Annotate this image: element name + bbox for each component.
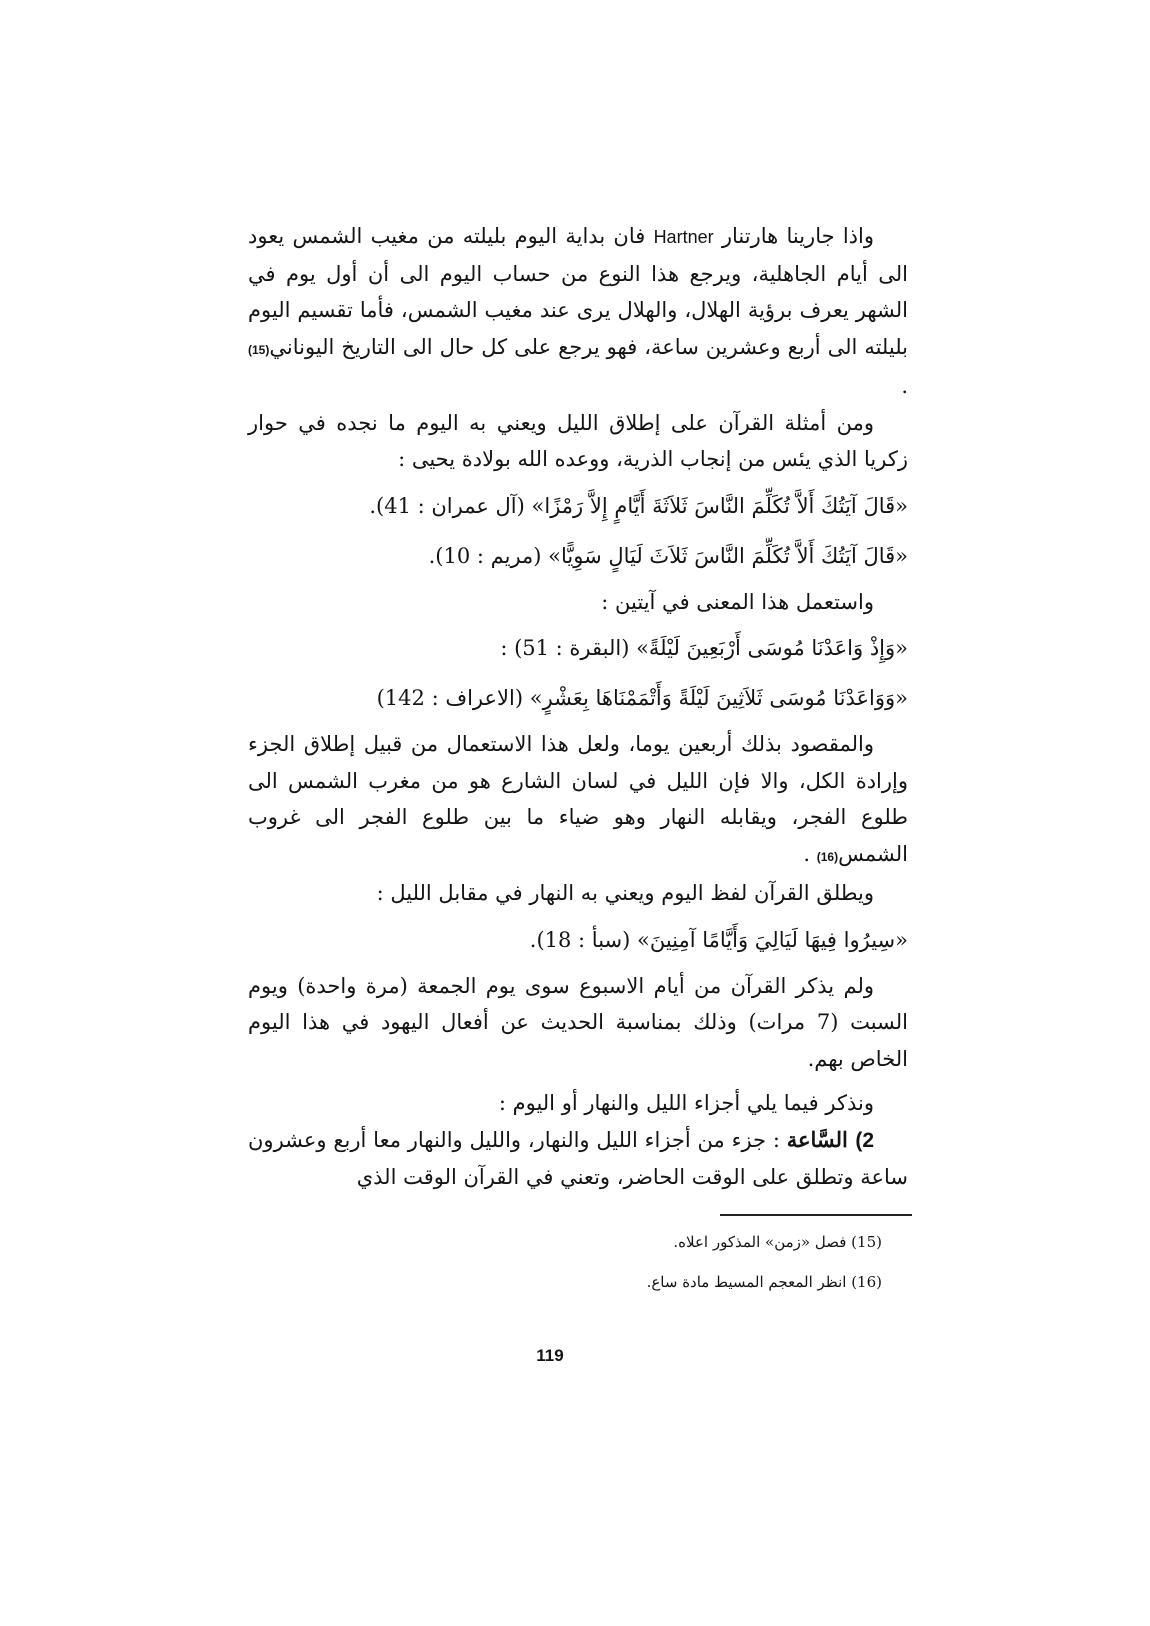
paragraph-meaning-text: والمقصود بذلك أربعين يوما، ولعل هذا الاستعمال من قبيل إطلاق الجزء وإرادة الكل، والا فإن الليل في لسان الشارع هو من مغرب الشمس الى طلوع الفجر، ويقابله النهار وهو ضياء ما بين طلوع الفجر الى غروب الشمس	[248, 732, 908, 866]
footnote-ref-15: (15)	[248, 342, 270, 357]
verse-araf: «وَوَاعَدْنَا مُوسَى ثَلاَثِينَ لَيْلَةً وَأَتْمَمْنَاهَا بِعَشْرٍ» (الاعراف : 142)	[376, 686, 908, 710]
footnote-ref-16: (16)	[816, 849, 839, 864]
body-text	[248, 218, 908, 1196]
intro-day-meaning: ويطلق القرآن لفظ اليوم ويعني به النهار في مقابل الليل :	[376, 881, 874, 905]
paragraph-hartner	[248, 218, 908, 405]
verse-baqara: «وَإِذْ وَاعَدْنَا مُوسَى أَرْبَعِينَ لَيْلَةً» (البقرة : 51) :	[500, 636, 908, 660]
verse-saba: «سِيرُوا فِيهَا لَيَالِيَ وَأَيَّامًا آمِنِينَ» (سبأ : 18).	[529, 927, 908, 952]
footnote-16: (16) انظر المعجم المسيط مادة ساع.	[646, 1273, 882, 1291]
paragraph-meaning-end: .	[803, 841, 817, 866]
paragraph-week-days: ولم يذكر القرآن من أيام الاسبوع سوى يوم الجمعة (مرة واحدة) ويوم السبت (7 مرات) وذلك بمناسبة الحديث عن أفعال اليهود في هذا اليوم الخاص بهم.	[248, 973, 908, 1071]
paragraph-parts-intro: ونذكر فيما يلي أجزاء الليل والنهار أو اليوم :	[498, 1091, 874, 1115]
paragraph-hartner-rest: فان بداية اليوم بليلته من مغيب الشمس يعود الى أيام الجاهلية، ويرجع هذا النوع من حساب اليوم الى أن أول يوم في الشهر يعرف برؤية الهلال، والهلال يرى عند مغيب الشمس، فأما تقسيم اليوم بليلته الى أربع وعشرين ساعة، فهو يرجع على كل حال الى التاريخ اليوناني	[248, 224, 908, 359]
intro-two-verses: واستعمل هذا المعنى في آيتين :	[601, 589, 874, 614]
latin-name: Hartner	[653, 227, 714, 247]
paragraph-hour	[248, 1122, 908, 1196]
paragraph-meaning	[248, 726, 908, 875]
item-text: : جزء من أجزاء الليل والنهار، والليل والنهار معا أربع وعشرون ساعة وتطلق على الوقت الحاضر، وتعني في القرآن الوقت الذي	[248, 1127, 908, 1189]
paragraph-zakariya: ومن أمثلة القرآن على إطلاق الليل ويعني به اليوم ما نجده في حوار زكريا الذي يئس من إنجاب الذرية، ووعده الله بولادة يحيى :	[248, 410, 908, 471]
verse-maryam: «قَالَ آيَتُكَ أَلاَّ تُكَلِّمَ النَّاسَ ثَلاَثَ لَيَالٍ سَوِيًّا» (مريم : 10).	[428, 543, 908, 568]
page-number: 119	[536, 1346, 564, 1365]
footnotes	[500, 1232, 910, 1312]
footnote-15: (15) فصل «زمن» المذكور اعلاه.	[673, 1233, 882, 1251]
paragraph-hartner-start: واذا جارينا هارتنار	[713, 224, 875, 248]
footnote-divider	[720, 1214, 912, 1216]
item-term: السَّاعة	[786, 1126, 856, 1152]
verse-al-imran: «قَالَ آيَتُكَ أَلاَّ تُكَلِّمَ النَّاسَ ثَلاَثَةَ أَيَّامٍ إِلاَّ رَمْزًا» (آل عمران : 41).	[369, 493, 908, 518]
paragraph-hartner-end: .	[901, 374, 908, 398]
item-number: 2)	[855, 1128, 874, 1152]
